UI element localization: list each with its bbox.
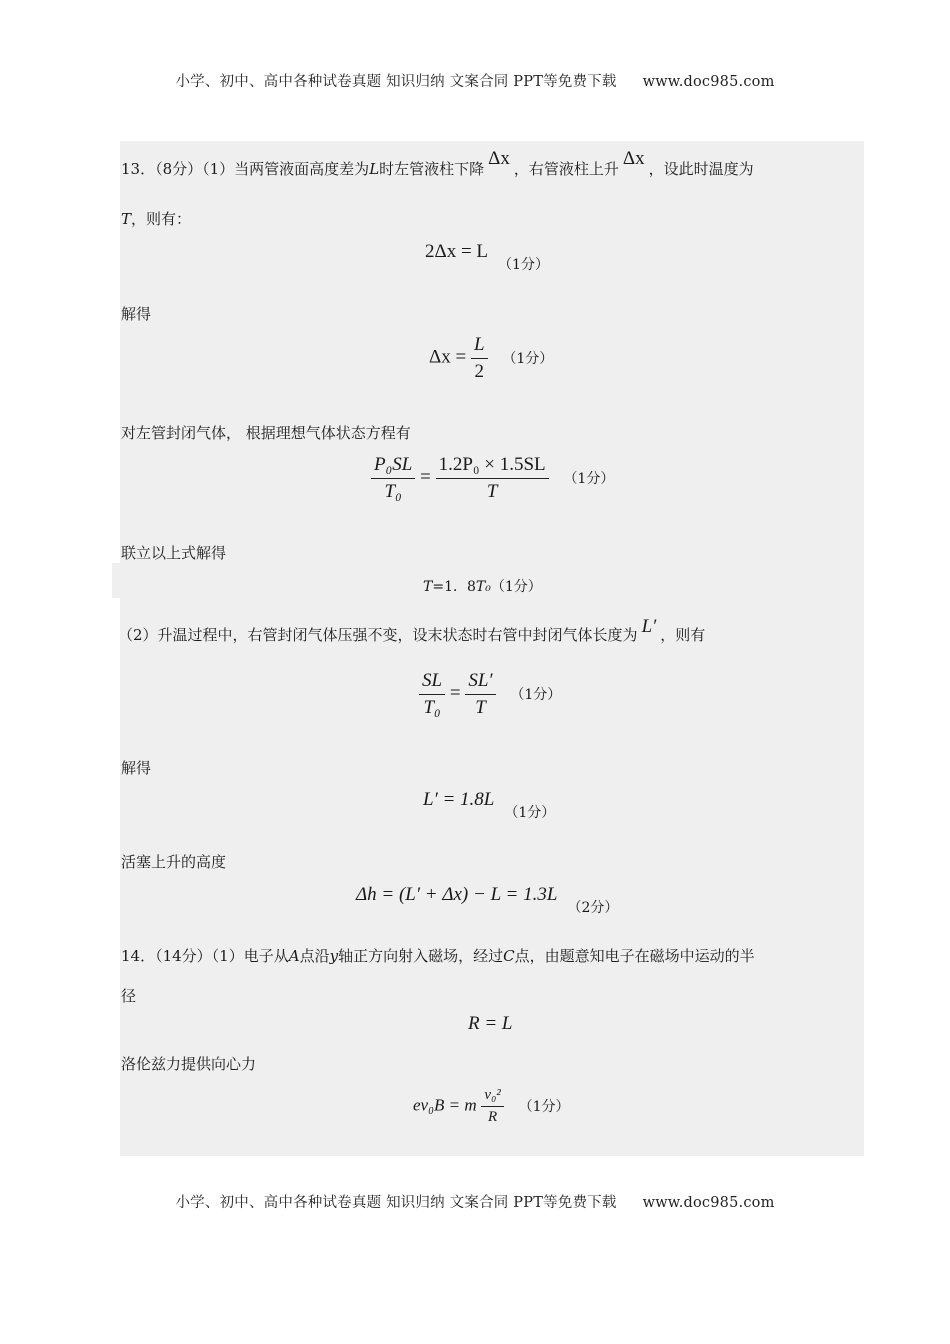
q13-eq2-fraction bbox=[471, 334, 488, 383]
q13-part2-text-a: （2）升温过程中，右管封闭气体压强不变，设末状态时右管中封闭气体长度为 bbox=[118, 626, 638, 644]
q13-text-c: ，右管液柱上升 bbox=[513, 160, 619, 178]
q13-eq5-equals: = bbox=[449, 682, 461, 704]
q13-var-T: T bbox=[121, 210, 132, 228]
q13-eq6-formula: L′ = 1.8L bbox=[423, 789, 495, 810]
q14-line2: 径 bbox=[121, 987, 137, 1005]
q13-eq7-formula: Δh = (L′ + Δx) − L = 1.3L bbox=[356, 884, 558, 905]
q13-var-L: L bbox=[369, 160, 380, 178]
q13-eq2-num: L bbox=[471, 334, 488, 359]
q13-eq6 bbox=[423, 789, 556, 821]
q13-eq3-rden: T bbox=[486, 481, 498, 502]
q13-line2-text: ，则有： bbox=[131, 210, 192, 228]
q14-eq1 bbox=[468, 1013, 513, 1035]
q13-eq3-equals: = bbox=[420, 466, 431, 488]
q13-eq5-lden: T₀ bbox=[423, 697, 441, 718]
q13-eq5-rden: T bbox=[475, 697, 486, 718]
q13-eq2 bbox=[429, 334, 553, 383]
q13-eq1 bbox=[425, 241, 549, 273]
q13-eq3-right-fraction bbox=[436, 454, 549, 503]
q14-eq1-formula: R = L bbox=[468, 1013, 513, 1034]
q13-text7: 活塞上升的高度 bbox=[121, 853, 227, 871]
q13-eq5 bbox=[419, 670, 561, 719]
q13-eq7 bbox=[356, 884, 619, 916]
q13-eq5-left-fraction bbox=[419, 670, 445, 719]
q13-text-d: ，设此时温度为 bbox=[648, 160, 754, 178]
q14-text-d: 点，由题意知电子在磁场中运动的半 bbox=[514, 947, 755, 965]
q13-eq1-points: （1分） bbox=[498, 257, 549, 273]
q14-var-A: A bbox=[288, 947, 300, 965]
q14-eq2-num: v₀² bbox=[481, 1087, 503, 1107]
q13-eq1-formula: 2Δx = L bbox=[425, 241, 489, 262]
q13-eq5-rnum: SL′ bbox=[465, 670, 495, 695]
q14-eq2 bbox=[413, 1087, 570, 1126]
header-site: www.doc985.com bbox=[642, 74, 775, 90]
q14-line1 bbox=[121, 945, 755, 966]
q13-text4: 联立以上式解得 bbox=[121, 544, 227, 562]
q13-eq6-points: （1分） bbox=[504, 805, 556, 821]
q14-var-C: C bbox=[503, 947, 515, 965]
page-header bbox=[0, 70, 950, 91]
q13-eq4 bbox=[423, 576, 542, 596]
q13-eq3-lnum: P₀SL bbox=[371, 454, 415, 479]
q13-text3: 对左管封闭气体， 根据理想气体状态方程有 bbox=[121, 424, 411, 442]
q13-eq3-rnum: 1.2P₀ × 1.5SL bbox=[436, 454, 549, 479]
q13-eq4-T0: T₀ bbox=[475, 579, 491, 595]
q14-var-y: y bbox=[329, 947, 339, 965]
q13-eq2-den: 2 bbox=[474, 361, 484, 382]
q13-jiede-1: 解得 bbox=[121, 305, 152, 323]
q14-eq2-lhs: ev₀B = m bbox=[413, 1095, 477, 1115]
q14-eq2-fraction bbox=[481, 1087, 503, 1126]
answer-panel bbox=[120, 141, 864, 1156]
q14-text-a: 14．（14分）（1）电子从 bbox=[121, 947, 289, 965]
q14-eq2-den: R bbox=[488, 1109, 498, 1125]
q13-eq5-right-fraction bbox=[465, 670, 495, 719]
q13-text-a: 13．（8分）（1）当两管液面高度差为 bbox=[121, 160, 370, 178]
q13-eq2-lhs: Δx = bbox=[429, 346, 467, 368]
q14-eq2-points: （1分） bbox=[518, 1098, 570, 1115]
q13-eq5-lnum: SL bbox=[419, 670, 445, 695]
q13-part2 bbox=[118, 616, 706, 646]
footer-text: 小学、初中、高中各种试卷真题 知识归纳 文案合同 PPT等免费下载 bbox=[175, 1195, 617, 1211]
q13-jiede-2: 解得 bbox=[121, 759, 152, 777]
page-footer bbox=[0, 1191, 950, 1212]
q13-part2-text-b: ，则有 bbox=[660, 626, 706, 644]
q13-part2-Lprime: L′ bbox=[641, 616, 657, 637]
q13-eq4-T: T bbox=[423, 579, 433, 595]
footer-site: www.doc985.com bbox=[642, 1195, 775, 1211]
q13-eq3-left-fraction bbox=[371, 454, 415, 503]
q14-text2: 洛伦兹力提供向心力 bbox=[121, 1055, 257, 1073]
q13-delta-x-2: Δx bbox=[622, 148, 645, 169]
q13-text-b: 时左管液柱下降 bbox=[379, 160, 485, 178]
header-text: 小学、初中、高中各种试卷真题 知识归纳 文案合同 PPT等免费下载 bbox=[175, 74, 617, 90]
q13-eq2-points: （1分） bbox=[502, 350, 554, 367]
q13-eq3-points: （1分） bbox=[563, 470, 615, 487]
q13-eq7-points: （2分） bbox=[567, 900, 619, 916]
q13-eq3 bbox=[371, 454, 614, 503]
q13-eq5-points: （1分） bbox=[510, 686, 562, 703]
q13-line2 bbox=[121, 208, 191, 229]
q13-eq4-mid: =1．8 bbox=[432, 579, 476, 595]
q13-eq4-points: （1分） bbox=[490, 579, 542, 595]
q13-line1 bbox=[121, 148, 754, 180]
q14-text-c: 轴正方向射入磁场，经过 bbox=[338, 947, 504, 965]
q14-text-b: 点沿 bbox=[299, 947, 330, 965]
q13-delta-x-1: Δx bbox=[488, 148, 510, 169]
q13-eq3-lden: T₀ bbox=[384, 481, 402, 502]
